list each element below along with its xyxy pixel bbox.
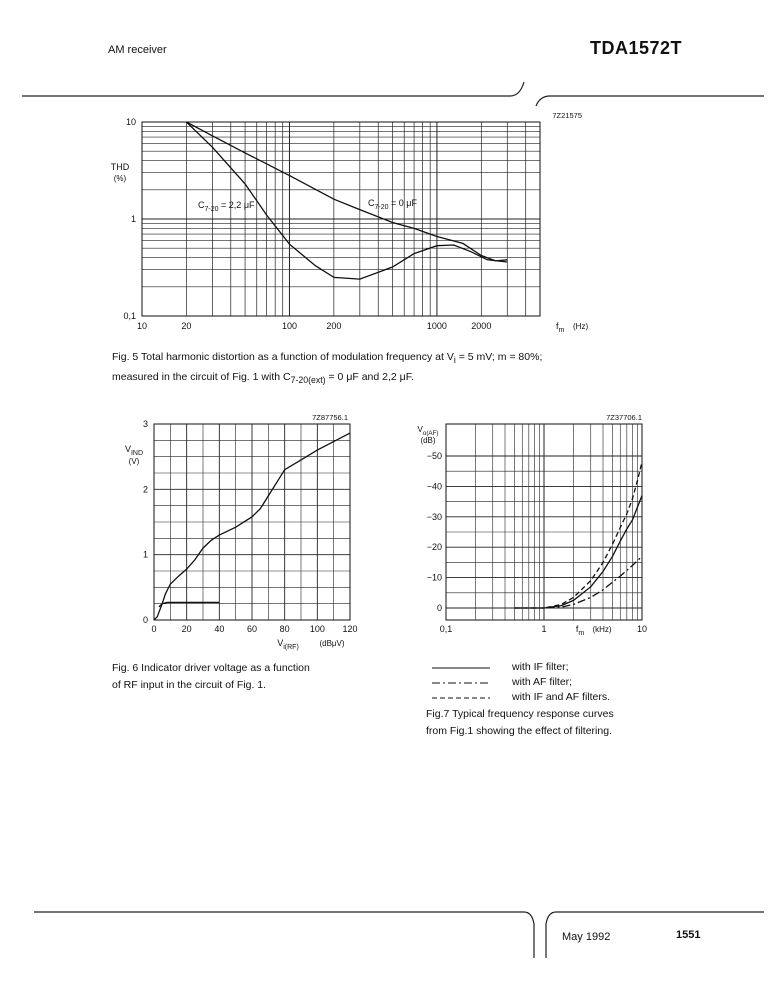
fig5-caption: Fig. 5 Total harmonic distortion as a function of modulation frequency at $V_i = 5$ mV; m = 80%; measured in the circuit of Fig. 1 with $C_{7-20(ext)} = 0$ μF and 2,2 μF. <box>112 351 543 386</box>
fig7-y-tick-label: 0 <box>436 603 442 613</box>
fig6-x-axis-unit: (dBμV) <box>319 639 345 648</box>
fig5-x-tick-label: 1000 <box>426 321 447 331</box>
fig5-x-tick-label: 200 <box>326 321 342 331</box>
fig5-x-tick-label: 20 <box>181 321 192 331</box>
fig5-x-tick-label: 2000 <box>471 321 492 331</box>
fig6-y-tick-label: 0 <box>142 615 148 625</box>
fig5-y-axis-unit: (%) <box>113 174 127 183</box>
fig7-legend-if: with IF filter; <box>512 661 569 673</box>
fig7-legend-if-af: with IF and AF filters. <box>512 691 611 703</box>
fig6-y-tick-label: 1 <box>142 549 148 560</box>
fig6-x-tick-label: 20 <box>181 624 192 634</box>
fig7-y-tick-label: −50 <box>426 451 442 461</box>
fig6-y-axis-unit: (V) <box>128 457 140 466</box>
fig7-series-line-0 <box>515 496 643 609</box>
footer-rule <box>0 900 784 960</box>
fig6-x-axis-label: $V_{i(RF)}$ <box>277 638 299 651</box>
fig6-x-tick-label: 120 <box>342 624 358 634</box>
fig7-x-axis-unit: (kHz) <box>592 625 612 634</box>
fig5-y-tick-label: 10 <box>125 117 136 127</box>
fig6-caption: Fig. 6 Indicator driver voltage as a function of RF input in the circuit of Fig. 1. <box>112 662 310 691</box>
footer-date: May 1992 <box>562 931 611 943</box>
fig6-x-tick-label: 0 <box>151 624 157 634</box>
fig7-y-tick-label: −30 <box>426 511 442 522</box>
fig7-figure-code: 7Z37706.1 <box>606 413 642 422</box>
fig6-figure-code: 7Z87756.1 <box>312 413 348 422</box>
fig6-x-tick-label: 100 <box>309 624 325 634</box>
fig6-indicator-chart <box>100 412 360 652</box>
footer-page-number: 1551 <box>676 929 701 941</box>
fig7-x-tick-label: 0,1 <box>439 624 453 634</box>
fig5-series-label-0: $C_{7-20} = 0$ μF <box>368 198 417 211</box>
fig6-y-tick-label: 3 <box>142 419 148 429</box>
fig7-x-axis-label: $f_m$ <box>575 624 585 637</box>
fig5-figure-code: 7Z21575 <box>552 111 582 120</box>
fig7-y-tick-label: −40 <box>426 481 442 492</box>
fig7-y-axis-unit: (dB) <box>420 436 436 445</box>
fig5-series-line-0 <box>186 122 507 261</box>
fig6-x-tick-label: 80 <box>279 624 290 634</box>
fig7-y-axis-label: $V_{o(AF)}$ <box>417 425 439 437</box>
fig5-series-label-1: $C_{7-20} = 2,2$ μF <box>198 200 255 213</box>
fig7-series-line-1 <box>515 556 643 608</box>
fig6-y-axis-label: $V_{IND}$ <box>124 444 144 457</box>
fig5-x-tick-label: 10 <box>136 321 148 331</box>
header-part-number: TDA1572T <box>590 38 683 58</box>
fig7-y-tick-label: −20 <box>426 542 442 553</box>
fig5-y-axis-label: THD <box>110 162 130 172</box>
fig5-x-tick-label: 100 <box>281 321 297 331</box>
fig5-y-tick-label: 1 <box>130 214 136 224</box>
fig7-x-tick-label: 10 <box>636 624 648 634</box>
fig6-x-tick-label: 60 <box>246 624 258 634</box>
fig7-caption: Fig.7 Typical frequency response curves from Fig.1 showing the effect of filtering. <box>426 708 614 737</box>
fig5-x-axis-label: $f_m$ <box>556 321 565 334</box>
fig5-x-axis-unit: (Hz) <box>573 322 589 331</box>
header-title: AM receiver <box>108 44 167 56</box>
fig6-x-tick-label: 40 <box>214 624 225 634</box>
fig7-y-tick-label: −10 <box>426 572 442 583</box>
header-rule <box>0 78 784 108</box>
fig5-y-tick-label: 0,1 <box>123 311 136 321</box>
fig6-y-tick-label: 2 <box>142 484 148 495</box>
fig5-thd-chart <box>110 110 590 340</box>
fig7-legend-af: with AF filter; <box>512 676 573 688</box>
fig7-x-tick-label: 1 <box>541 624 547 634</box>
fig7-response-chart <box>380 412 660 652</box>
fig6-series-line-1 <box>159 602 219 607</box>
